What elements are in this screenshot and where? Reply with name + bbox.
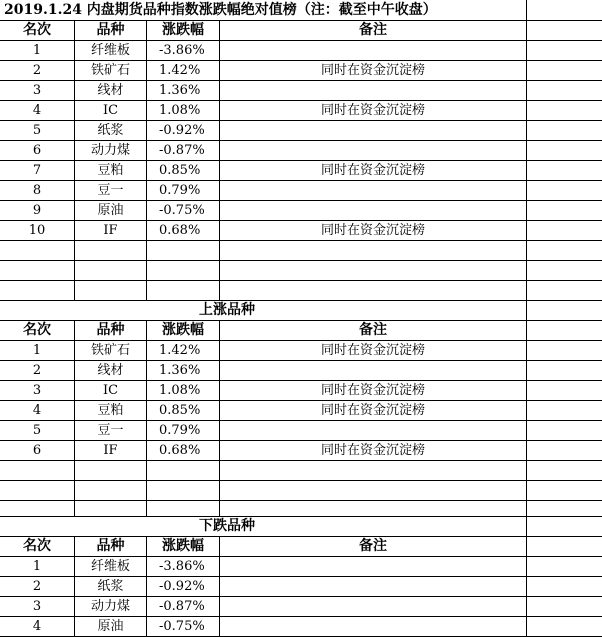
empty-cell[interactable] [527,141,602,160]
rank-cell[interactable]: 1 [0,341,75,360]
header-change[interactable]: 涨跌幅 [147,537,220,556]
header-name[interactable]: 品种 [75,537,147,556]
rank-cell[interactable]: 4 [0,101,75,120]
empty-cell[interactable] [527,381,602,400]
table-row [0,81,602,101]
empty-row [0,281,602,301]
change-cell[interactable]: 0.79% [147,181,220,200]
note-cell[interactable] [220,361,527,380]
variety-cell[interactable]: 原油 [75,201,147,220]
variety-cell[interactable]: 动力煤 [75,597,147,616]
rank-cell[interactable]: 3 [0,81,75,100]
change-cell[interactable]: 1.08% [147,101,220,120]
table-row [0,381,602,401]
variety-cell[interactable]: 纤维板 [75,41,147,60]
table-row [0,221,602,241]
rank-cell[interactable]: 1 [0,557,75,576]
table-row [0,61,602,81]
note-cell[interactable] [220,81,527,100]
note-cell[interactable] [220,597,527,616]
change-cell[interactable]: 0.85% [147,161,220,180]
rising-section-title[interactable]: 上涨品种 [199,302,255,318]
empty-cell[interactable] [527,481,602,500]
empty-cell[interactable] [527,221,602,240]
header-rank[interactable]: 名次 [0,537,75,556]
change-cell[interactable]: -0.87% [147,597,220,616]
rank-cell[interactable]: 5 [0,421,75,440]
empty-cell[interactable] [527,461,602,480]
empty-cell[interactable] [527,401,602,420]
table-row [0,421,602,441]
empty-cell[interactable] [75,461,147,480]
change-cell[interactable]: -0.87% [147,141,220,160]
header-name[interactable]: 品种 [75,21,147,40]
variety-cell[interactable]: IC [75,381,147,400]
ranking-table [0,41,602,241]
grid-line [526,0,527,20]
header-change[interactable]: 涨跌幅 [147,21,220,40]
rank-cell[interactable]: 2 [0,577,75,596]
rank-cell[interactable]: 10 [0,221,75,240]
change-cell[interactable]: -0.92% [147,121,220,140]
empty-cell[interactable] [75,501,147,516]
empty-cell[interactable] [527,321,602,340]
empty-cell[interactable] [0,461,75,480]
empty-cell[interactable] [0,241,75,260]
empty-cell[interactable] [527,181,602,200]
empty-row [0,261,602,281]
empty-cell[interactable] [0,501,75,516]
empty-cell[interactable] [527,361,602,380]
title-row [0,0,602,21]
empty-cell[interactable] [527,441,602,460]
header-change[interactable]: 涨跌幅 [147,321,220,340]
empty-cell[interactable] [220,261,527,280]
empty-cell[interactable] [527,121,602,140]
table-row [0,141,602,161]
variety-cell[interactable]: 纤维板 [75,557,147,576]
note-cell[interactable] [220,121,527,140]
header-rank[interactable]: 名次 [0,21,75,40]
rank-cell[interactable]: 6 [0,141,75,160]
variety-cell[interactable]: IF [75,441,147,460]
empty-cell[interactable] [75,481,147,500]
variety-cell[interactable]: 纸浆 [75,577,147,596]
empty-cell[interactable] [75,281,147,300]
falling-header-row [0,537,602,557]
grid-line [526,517,527,536]
header-name[interactable]: 品种 [75,321,147,340]
table-row [0,401,602,421]
note-cell[interactable]: 同时在资金沉淀榜 [220,401,527,420]
table-row [0,597,602,617]
empty-cell[interactable] [527,201,602,220]
empty-cell[interactable] [0,261,75,280]
note-cell[interactable] [220,557,527,576]
table-row [0,121,602,141]
variety-cell[interactable]: 线材 [75,81,147,100]
empty-cell[interactable] [220,501,527,516]
empty-cell[interactable] [220,461,527,480]
change-cell[interactable]: 0.68% [147,441,220,460]
empty-cell[interactable] [527,81,602,100]
empty-row [0,461,602,481]
empty-cell[interactable] [147,481,220,500]
change-cell[interactable]: -0.92% [147,577,220,596]
empty-cell[interactable] [527,557,602,576]
change-cell[interactable]: 0.68% [147,221,220,240]
table-row [0,201,602,221]
falling-section-title[interactable]: 下跌品种 [199,518,255,534]
empty-cell[interactable] [527,617,602,636]
empty-cell[interactable] [527,597,602,616]
empty-cell[interactable] [147,281,220,300]
variety-cell[interactable]: 豆粕 [75,401,147,420]
change-cell[interactable]: 1.36% [147,361,220,380]
rank-cell[interactable]: 7 [0,161,75,180]
empty-cell[interactable] [147,461,220,480]
header-rank[interactable]: 名次 [0,321,75,340]
note-cell[interactable] [220,201,527,220]
rank-cell[interactable]: 4 [0,401,75,420]
change-cell[interactable]: -3.86% [147,41,220,60]
change-cell[interactable]: 0.79% [147,421,220,440]
variety-cell[interactable]: 动力煤 [75,141,147,160]
empty-cell[interactable] [220,241,527,260]
grid-line [526,301,527,320]
change-cell[interactable]: -3.86% [147,557,220,576]
empty-cell[interactable] [527,261,602,280]
empty-cell[interactable] [527,241,602,260]
table-row [0,161,602,181]
change-cell[interactable]: -0.75% [147,617,220,636]
table-row [0,577,602,597]
empty-cell[interactable] [527,341,602,360]
empty-cell[interactable] [147,241,220,260]
rank-cell[interactable]: 3 [0,381,75,400]
variety-cell[interactable]: 豆粕 [75,161,147,180]
empty-row [0,241,602,261]
empty-cell[interactable] [527,41,602,60]
note-cell[interactable]: 同时在资金沉淀榜 [220,101,527,120]
note-cell[interactable]: 同时在资金沉淀榜 [220,221,527,240]
empty-cell[interactable] [527,537,602,556]
rising-section-title-row [0,301,602,321]
empty-cell[interactable] [0,481,75,500]
empty-cell[interactable] [527,501,602,516]
header-note[interactable]: 备注 [220,537,527,556]
empty-cell[interactable] [527,161,602,180]
variety-cell[interactable]: 铁矿石 [75,61,147,80]
header-note[interactable]: 备注 [220,321,527,340]
note-cell[interactable] [220,41,527,60]
empty-cell[interactable] [0,281,75,300]
note-cell[interactable]: 同时在资金沉淀榜 [220,341,527,360]
empty-cell[interactable] [147,501,220,516]
variety-cell[interactable]: 线材 [75,361,147,380]
rank-cell[interactable]: 2 [0,361,75,380]
variety-cell[interactable]: 纸浆 [75,121,147,140]
variety-cell[interactable]: IC [75,101,147,120]
empty-cell[interactable] [220,481,527,500]
note-cell[interactable] [220,181,527,200]
variety-cell[interactable]: 原油 [75,617,147,636]
empty-cell[interactable] [527,577,602,596]
empty-cell[interactable] [220,281,527,300]
table-row [0,341,602,361]
header-note[interactable]: 备注 [220,21,527,40]
table-row [0,441,602,461]
table-row [0,181,602,201]
variety-cell[interactable]: 豆一 [75,181,147,200]
rank-cell[interactable]: 5 [0,121,75,140]
note-cell[interactable]: 同时在资金沉淀榜 [220,441,527,460]
change-cell[interactable]: 1.42% [147,341,220,360]
note-cell[interactable] [220,141,527,160]
empty-cell[interactable] [75,241,147,260]
note-cell[interactable] [220,577,527,596]
empty-cell[interactable] [75,261,147,280]
rank-cell[interactable]: 3 [0,597,75,616]
note-cell[interactable]: 同时在资金沉淀榜 [220,161,527,180]
empty-row [0,501,602,517]
variety-cell[interactable]: 豆一 [75,421,147,440]
note-cell[interactable] [220,617,527,636]
empty-cell[interactable] [527,281,602,300]
rank-cell[interactable]: 6 [0,441,75,460]
table-row [0,41,602,61]
note-cell[interactable]: 同时在资金沉淀榜 [220,61,527,80]
ranking-header-row [0,21,602,41]
change-cell[interactable]: 0.85% [147,401,220,420]
empty-cell[interactable] [527,101,602,120]
empty-cell[interactable] [527,21,602,40]
table-row [0,617,602,637]
variety-cell[interactable]: 铁矿石 [75,341,147,360]
rank-cell[interactable]: 1 [0,41,75,60]
falling-section-title-row [0,517,602,537]
note-cell[interactable]: 同时在资金沉淀榜 [220,381,527,400]
table-row [0,101,602,121]
rank-cell[interactable]: 8 [0,181,75,200]
sheet-title[interactable]: 2019.1.24 内盘期货品种指数涨跌幅绝对值榜（注：截至中午收盘） [4,2,437,18]
change-cell[interactable]: 1.08% [147,381,220,400]
change-cell[interactable]: -0.75% [147,201,220,220]
falling-table [0,557,602,637]
rank-cell[interactable]: 2 [0,61,75,80]
rising-table [0,341,602,461]
variety-cell[interactable]: IF [75,221,147,240]
change-cell[interactable]: 1.36% [147,81,220,100]
empty-cell[interactable] [147,261,220,280]
change-cell[interactable]: 1.42% [147,61,220,80]
rising-header-row [0,321,602,341]
note-cell[interactable] [220,421,527,440]
empty-cell[interactable] [527,61,602,80]
empty-row [0,481,602,501]
rank-cell[interactable]: 4 [0,617,75,636]
empty-cell[interactable] [527,421,602,440]
rank-cell[interactable]: 9 [0,201,75,220]
table-row [0,557,602,577]
table-row [0,361,602,381]
